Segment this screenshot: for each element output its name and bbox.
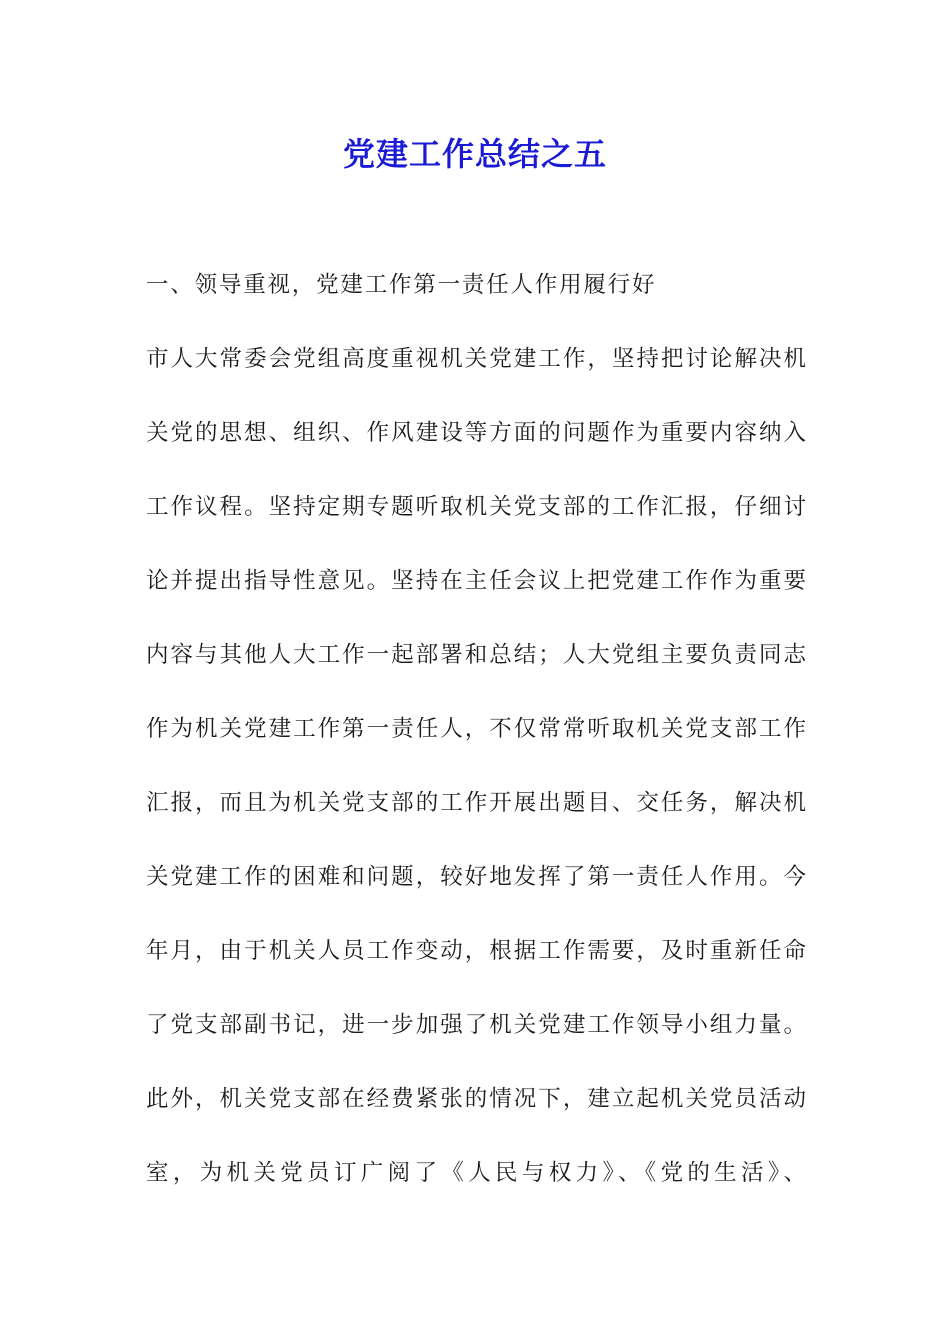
document-title: 党建工作总结之五	[342, 135, 607, 173]
body-line: 了党支部副书记，进一步加强了机关党建工作领导小组力量。	[146, 1012, 806, 1038]
body-line: 此外，机关党支部在经费紧张的情况下，建立起机关党员活动	[146, 1086, 806, 1112]
body-line: 市人大常委会党组高度重视机关党建工作，坚持把讨论解决机	[146, 346, 806, 372]
body-line: 内容与其他人大工作一起部署和总结；人大党组主要负责同志	[146, 642, 806, 668]
body-line: 论并提出指导性意见。坚持在主任会议上把党建工作作为重要	[146, 568, 806, 594]
body-line: 关党建工作的困难和问题，较好地发挥了第一责任人作用。今	[146, 864, 806, 890]
body-line: 年月，由于机关人员工作变动，根据工作需要，及时重新任命	[146, 938, 806, 964]
body-line: 汇报，而且为机关党支部的工作开展出题目、交任务，解决机	[146, 790, 806, 816]
body-line: 工作议程。坚持定期专题听取机关党支部的工作汇报，仔细讨	[146, 494, 806, 520]
body-line: 作为机关党建工作第一责任人，不仅常常听取机关党支部工作	[146, 716, 806, 742]
body-line: 室，为机关党员订广阅了《人民与权力》、《党的生活》、	[146, 1160, 806, 1186]
section-heading: 一、领导重视，党建工作第一责任人作用履行好	[146, 272, 657, 298]
body-line: 关党的思想、组织、作风建设等方面的问题作为重要内容纳入	[146, 420, 806, 446]
document-body	[146, 262, 806, 1224]
